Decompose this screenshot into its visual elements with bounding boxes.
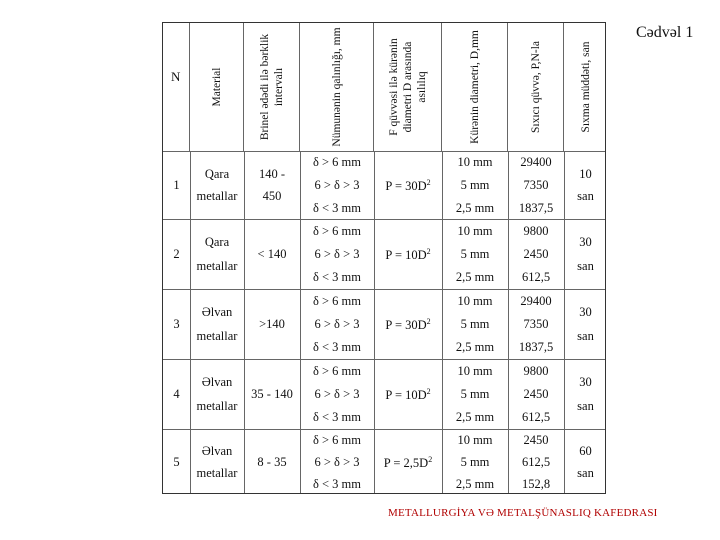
cell-force bbox=[508, 152, 564, 219]
n-value: 2 bbox=[173, 247, 180, 261]
cell-time bbox=[564, 360, 607, 429]
cell-n bbox=[163, 290, 190, 359]
cell-material bbox=[190, 430, 244, 495]
header-n: N bbox=[163, 23, 190, 151]
thickness-value: δ < 3 mm bbox=[312, 270, 361, 285]
table-header bbox=[163, 23, 605, 151]
force-value: 2450 bbox=[523, 247, 549, 261]
cell-hardness bbox=[244, 220, 300, 289]
hardness-value: >140 bbox=[259, 317, 285, 331]
material-value: metallar bbox=[196, 398, 238, 413]
time-value: 60 bbox=[579, 444, 592, 458]
material-value: metallar bbox=[196, 328, 238, 343]
relation-formula: $P = 30D^2$ bbox=[385, 178, 431, 194]
force-value: 612,5 bbox=[521, 270, 551, 285]
table-row bbox=[163, 289, 605, 359]
material-value: metallar bbox=[196, 466, 238, 480]
time-value: 10 bbox=[579, 166, 592, 181]
cell-force bbox=[508, 430, 564, 495]
cell-thickness bbox=[300, 152, 374, 219]
thickness-value: δ < 3 mm bbox=[312, 340, 361, 355]
cell-diameter bbox=[442, 430, 508, 495]
diameter-value: 5 mm bbox=[460, 455, 490, 469]
diameter-value: 5 mm bbox=[460, 247, 490, 261]
time-value: san bbox=[577, 328, 594, 343]
cell-time bbox=[564, 430, 607, 495]
time-value: san bbox=[577, 189, 594, 204]
diameter-value: 2,5 mm bbox=[455, 200, 495, 215]
header-hardness: Brinel ədədi ilə bərklik intervalı bbox=[244, 23, 300, 151]
force-value: 9800 bbox=[523, 223, 549, 238]
diameter-value: 2,5 mm bbox=[455, 340, 495, 355]
cell-material bbox=[190, 290, 244, 359]
cell-material bbox=[190, 360, 244, 429]
table-row bbox=[163, 429, 605, 495]
cell-hardness bbox=[244, 290, 300, 359]
thickness-value: δ < 3 mm bbox=[312, 410, 361, 425]
cell-diameter bbox=[442, 220, 508, 289]
material-value: metallar bbox=[196, 189, 238, 204]
cell-force bbox=[508, 290, 564, 359]
header-diameter: Kürənin diametri, D,mm bbox=[442, 23, 508, 151]
department-footer: METALLURGİYA VƏ METALŞÜNASLIQ KAFEDRASI bbox=[388, 507, 658, 519]
force-value: 2450 bbox=[523, 433, 549, 447]
diameter-value: 5 mm bbox=[460, 317, 490, 331]
relation-formula: $P = 30D^2$ bbox=[385, 317, 431, 333]
cell-force bbox=[508, 220, 564, 289]
cell-diameter bbox=[442, 360, 508, 429]
diameter-value: 2,5 mm bbox=[455, 477, 495, 491]
cell-relation bbox=[374, 360, 442, 429]
force-value: 7350 bbox=[523, 317, 549, 331]
cell-hardness bbox=[244, 430, 300, 495]
material-value: Qara bbox=[204, 166, 230, 181]
diameter-value: 10 mm bbox=[457, 433, 493, 447]
header-material: Material bbox=[190, 23, 244, 151]
table-body bbox=[163, 151, 605, 495]
material-value: Əlvan bbox=[201, 375, 233, 390]
n-value: 1 bbox=[173, 178, 180, 192]
thickness-value: 6 > δ > 3 bbox=[314, 455, 360, 469]
force-value: 612,5 bbox=[521, 410, 551, 425]
hardness-value: 8 - 35 bbox=[257, 455, 287, 469]
force-value: 2450 bbox=[523, 387, 549, 401]
diameter-value: 5 mm bbox=[460, 387, 490, 401]
force-value: 7350 bbox=[523, 178, 549, 192]
thickness-value: δ < 3 mm bbox=[312, 200, 361, 215]
cell-relation bbox=[374, 152, 442, 219]
table-row bbox=[163, 151, 605, 219]
force-value: 29400 bbox=[520, 155, 552, 170]
thickness-value: δ < 3 mm bbox=[312, 477, 361, 491]
header-time: Sıxma müddəti, san bbox=[579, 41, 592, 133]
cell-force bbox=[508, 360, 564, 429]
cell-thickness bbox=[300, 290, 374, 359]
cell-n bbox=[163, 220, 190, 289]
table-row bbox=[163, 219, 605, 289]
material-value: metallar bbox=[196, 258, 238, 273]
cell-time bbox=[564, 152, 607, 219]
hardness-value: 35 - 140 bbox=[251, 387, 293, 401]
cell-hardness bbox=[244, 152, 300, 219]
cell-material bbox=[190, 152, 244, 219]
diameter-value: 10 mm bbox=[457, 293, 493, 308]
force-value: 9800 bbox=[523, 363, 549, 378]
cell-n bbox=[163, 152, 190, 219]
thickness-value: 6 > δ > 3 bbox=[314, 178, 360, 192]
hardness-value: < 140 bbox=[257, 247, 287, 261]
cell-time bbox=[564, 220, 607, 289]
cell-n bbox=[163, 430, 190, 495]
n-value: 3 bbox=[173, 317, 180, 331]
time-value: san bbox=[577, 258, 594, 273]
table-row bbox=[163, 359, 605, 429]
table-caption: Cədvəl 1 bbox=[636, 24, 694, 41]
header-thickness: Nümunənin qalınlığı, mm bbox=[300, 23, 374, 151]
diameter-value: 10 mm bbox=[457, 155, 493, 170]
cell-diameter bbox=[442, 290, 508, 359]
cell-thickness bbox=[300, 220, 374, 289]
material-value: Əlvan bbox=[201, 444, 233, 458]
material-value: Qara bbox=[204, 235, 230, 250]
force-value: 1837,5 bbox=[518, 340, 554, 355]
force-value: 29400 bbox=[520, 293, 552, 308]
diameter-value: 10 mm bbox=[457, 223, 493, 238]
cell-material bbox=[190, 220, 244, 289]
time-value: 30 bbox=[579, 375, 592, 390]
thickness-value: δ > 6 mm bbox=[312, 155, 361, 170]
n-value: 5 bbox=[173, 455, 180, 469]
thickness-value: 6 > δ > 3 bbox=[314, 247, 360, 261]
thickness-value: 6 > δ > 3 bbox=[314, 387, 360, 401]
cell-relation bbox=[374, 430, 442, 495]
header-relation: F qüvvəsi ilə kürənin diametri D arasında asılılıq bbox=[374, 23, 442, 151]
diameter-value: 5 mm bbox=[460, 178, 490, 192]
thickness-value: δ > 6 mm bbox=[312, 363, 361, 378]
diameter-value: 2,5 mm bbox=[455, 410, 495, 425]
time-value: 30 bbox=[579, 305, 592, 320]
thickness-value: δ > 6 mm bbox=[312, 293, 361, 308]
time-value: 30 bbox=[579, 235, 592, 250]
cell-hardness bbox=[244, 360, 300, 429]
hardness-table bbox=[162, 22, 606, 494]
cell-time bbox=[564, 290, 607, 359]
thickness-value: δ > 6 mm bbox=[312, 433, 361, 447]
thickness-value: 6 > δ > 3 bbox=[314, 317, 360, 331]
force-value: 1837,5 bbox=[518, 200, 554, 215]
cell-thickness bbox=[300, 430, 374, 495]
cell-n bbox=[163, 360, 190, 429]
force-value: 152,8 bbox=[521, 477, 551, 491]
diameter-value: 2,5 mm bbox=[455, 270, 495, 285]
cell-relation bbox=[374, 290, 442, 359]
cell-diameter bbox=[442, 152, 508, 219]
time-value: san bbox=[577, 466, 594, 480]
cell-relation bbox=[374, 220, 442, 289]
time-value: san bbox=[577, 398, 594, 413]
hardness-value: 140 - bbox=[258, 166, 286, 181]
material-value: Əlvan bbox=[201, 305, 233, 320]
header-force: Sıxıcı qüvvə, P,N-la bbox=[508, 23, 564, 151]
diameter-value: 10 mm bbox=[457, 363, 493, 378]
relation-formula: $P = 10D^2$ bbox=[385, 247, 431, 263]
relation-formula: $P = 2,5D^2$ bbox=[383, 455, 433, 471]
relation-formula: $P = 10D^2$ bbox=[385, 387, 431, 403]
hardness-value: 450 bbox=[262, 189, 282, 204]
thickness-value: δ > 6 mm bbox=[312, 223, 361, 238]
cell-thickness bbox=[300, 360, 374, 429]
force-value: 612,5 bbox=[521, 455, 551, 469]
n-value: 4 bbox=[173, 387, 180, 401]
